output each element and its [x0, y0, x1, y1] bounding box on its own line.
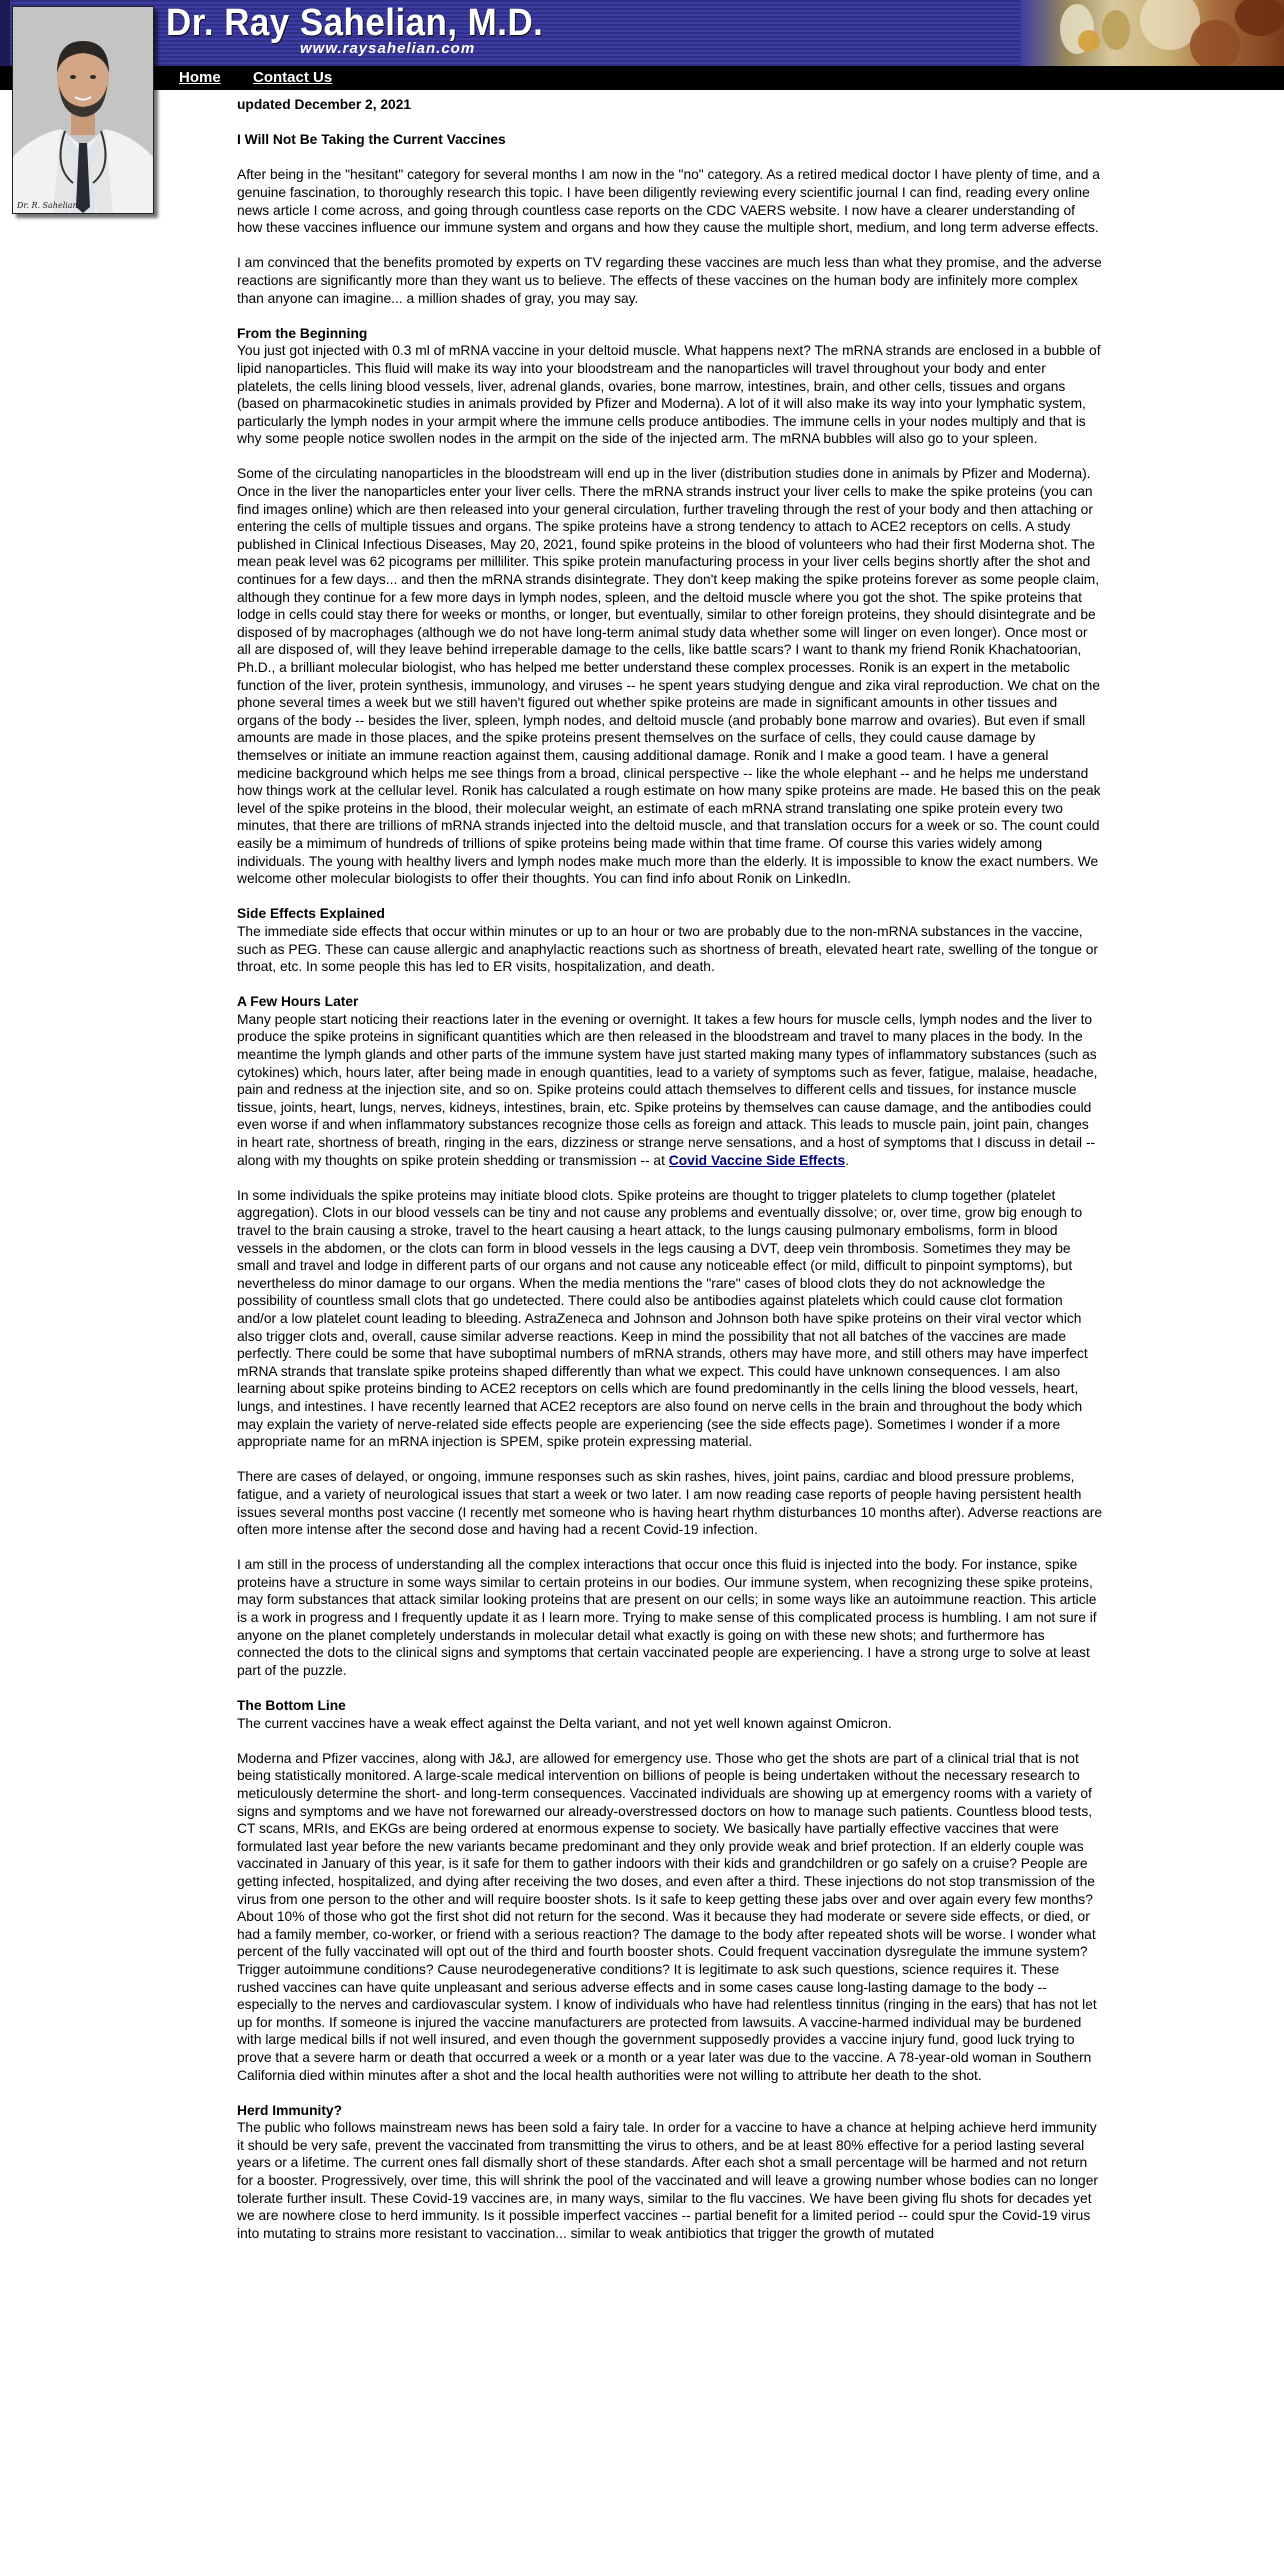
section-heading: A Few Hours Later [237, 994, 359, 1010]
portrait-photo [13, 7, 153, 213]
article-headline: I Will Not Be Taking the Current Vaccines [237, 132, 506, 148]
section-heading: The Bottom Line [237, 1698, 346, 1714]
body-paragraph: In some individuals the spike proteins may initiate blood clots. Spike proteins are thought to trigger platelets to clump together (platelet aggregation). Clots in our blood vessels can be tiny and not cause any problems and eventually dissolve; or, over time, grow big enough to travel to the brain causing a stroke, travel to the heart causing a heart attack, to the lungs causing pulmonary embolisms, form in blood vessels in the abdomen, or the clots can form in blood vessels in the legs causing a DVT, deep vein thrombosis. Sometimes they may be small and travel and lodge in different parts of our organs and not cause any noticeable effect (or mild, difficult to pinpoint symptoms), but nevertheless do minor damage to our organs. When the media mentions the "rare" cases of blood clots they do not acknowledge the possibility of countless small clots that go undetected. There could also be antibodies against platelets which could cause clot formation and/or a low platelet count leading to bleeding. AstraZeneca and Johnson and Johnson both have spike proteins on their viral vector which also trigger clots and, overall, cause similar adverse reactions. Keep in mind the possibility that not all batches of the vaccines are made perfectly. There could be some that have suboptimal numbers of mRNA strands, others may have more, and still others may have imperfect mRNA strands that translate spike proteins shaped differently than what we expect. This could have unknown consequences. I am also learning about spike proteins binding to ACE2 receptors on cells which are found predominantly in the cells lining the blood vessels, heart, lungs, and intestines. I have recently learned that ACE2 receptors are also found on nerve cells in the brain and throughout the body which may explain the variety of nerve-related side effects people are experiencing (see the side effects page). Sometimes I wonder if a more appropriate name for an mRNA injection is SPEM, spike protein expressing material. [237, 1187, 1088, 1450]
section-from-the-beginning [237, 325, 1103, 888]
site-url: www.raysahelian.com [300, 40, 476, 57]
body-paragraph: I am still in the process of understanding all the complex interactions that occur once this fluid is injected into the body. For instance, spike proteins have a structure in some ways similar to certain proteins in our bodies. Our immune system, when recognizing these spike proteins, may form substances that attack similar looking proteins that are present on our cells; in some ways like an autoimmune reaction. This article is a work in progress and I frequently update it as I learn more. Trying to make sense of this complicated process is humbling. I am not sure if anyone on the planet completely understands in molecular detail what exactly is going on with these new shots; and furthermore has connected the dots to the clinical signs and symptoms that certain vaccinated people are experiencing. I have a strong urge to solve at least part of the puzzle. [237, 1557, 1097, 1678]
body-paragraph: Moderna and Pfizer vaccines, along with J&J, are allowed for emergency use. Those who get the shots are part of a clinical trial that is not being statistically monitored. A large-scale medical intervention on billions of people is being undertaken without the necessary research to meticulously determine the short- and long-term consequences. Vaccinated individuals are showing up at emergency rooms with a variety of signs and symptoms and we have not forewarned our already-overstressed doctors on how to manage such patients. Countless blood tests, CT scans, MRIs, and EKGs are being ordered at enormous expense to society. We basically have partially effective vaccines that were formulated last year before the new variants became predominant and they only provide weak and brief protection. If an elderly couple was vaccinated in January of this year, is it safe for them to gather indoors with their kids and grandchildren or go safely on a cruise? People are getting infected, hospitalized, and dying after receiving the two doses, and even after a third. These injections do not stop transmission of the virus from one person to the other and will require booster shots. Is it safe to keep getting these jabs over and over again every few months? About 10% of those who got the first shot did not return for the second. Was it because they had moderate or severe side effects, or died, or had a family member, co-worker, or friend with a serious reaction? The damage to the body after repeated shots will be worse. I wonder what percent of the fully vaccinated will opt out of the third and fourth booster shots. Could frequent vaccination dysregulate the immune system? Trigger autoimmune conditions? Cause neurodegenerative conditions? It is legitimate to ask such questions, science requires it. These rushed vaccines can have quite unpleasant and serious adverse effects and in some cases cause long-lasting damage to the body -- especially to the nerves and cardiovascular system. I know of individuals who have had relentless tinnitus (ringing in the ears) that has not let up for months. If someone is injured the vaccine manufacturers are protected from lawsuits. A vaccine-harmed individual may be burdened with large medical bills if not well insured, and even though the government supposedly provides a vaccine injury fund, good luck trying to prove that a severe harm or death that occurred a week or a month or a year later was due to the vaccine. A 78-year-old woman in Southern California died within minutes after a shot and the local health authorities were not willing to attribute her death to the shot. [237, 1750, 1097, 2083]
updated-date: updated December 2, 2021 [237, 97, 412, 112]
article-body [237, 96, 1103, 2260]
body-paragraph: Some of the circulating nanoparticles in the bloodstream will end up in the liver (distribution studies done in animals by Pfizer and Moderna). Once in the liver the nanoparticles enter your liver cells. There the mRNA strands instruct your liver cells to make the spike proteins (you can find images online) which are then released into your general circulation, further traveling through the rest of your body and then attaching or entering the cells of multiple tissues and organs. The spike proteins have a strong tendency to attach to ACE2 receptors on cells. A study published in Clinical Infectious Diseases, May 20, 2021, found spike proteins in the blood of volunteers who had their first Moderna shot. The mean peak level was 62 picograms per milliliter. This spike protein manufacturing process in your liver cells begins shortly after the shot and continues for a few days... and then the mRNA strands disintegrate. They don't keep making the spike proteins forever as some people claim, although they continue for a few more days in lymph nodes, spleen, and the deltoid muscle where you got the shot. The spike proteins that lodge in cells could stay there for weeks or months, or longer, but eventually, similar to other foreign proteins, they should disintegrate and be disposed of by macrophages (although we do not have long-term animal study data whether some will linger on even longer). Once most or all are disposed of, will they leave behind irreperable damage to the cells, like battle scars? I want to thank my friend Ronik Khachatoorian, Ph.D., a brilliant molecular biologist, who has helped me better understand these complex processes. Ronik is an expert in the metabolic function of the liver, protein synthesis, immunology, and viruses -- he spent years studying dengue and zika viral reproduction. We chat on the phone several times a week but we still haven't figured out whether spike proteins are made in significant amounts in other tissues and organs of the body -- besides the liver, spleen, lymph nodes, and deltoid muscle (and probably bone marrow and ovaries). But even if small amounts are made in those places, and the spike proteins present themselves on the surface of cells, they could cause damage by themselves or initiate an immune reaction against them, causing additional damage. Ronik and I make a good team. I have a general medicine background which helps me see things from a broad, clinical perspective -- like the whole elephant -- and he helps me understand how things work at the cellular level. Ronik has calculated a rough estimate on how many spike proteins are made. He based this on the peak level of the spike proteins in the blood, their molecular weight, an estimate of each mRNA strand translating one spike protein every two minutes, that there are trillions of mRNA strands injected into the deltoid muscle, and that translation occurs for a week or so. The count could easily be a mimimum of hundreds of trillions of spike proteins being made within that time frame. Of course this varies widely among individuals. The young with healthy livers and lymph nodes make much more than the elderly. It is impossible to know the exact numbers. We welcome other molecular biologists to offer their thoughts. You can find info about Ronik on LinkedIn. [237, 466, 1101, 887]
body-paragraph: There are cases of delayed, or ongoing, immune responses such as skin rashes, hives, joint pains, cardiac and blood pressure problems, fatigue, and a variety of neurological issues that start a week or two later. I am now reading case reports of people having persistent health issues several months post vaccine (I recently met someone who is having heart rhythm disturbances 10 months after). Adverse reactions are often more intense after the second dose and having had a recent Covid-19 infection. [237, 1469, 1103, 1538]
body-paragraph: The public who follows mainstream news has been sold a fairy tale. In order for a vaccine to have a chance at helping achieve herd immunity it should be very safe, prevent the vaccinated from transmitting the virus to others, and be at least 80% effective for a period lasting several years or a lifetime. The current ones fall dismally short of these standards. After each shot a small percentage will be harmed and not return for a booster. Progressively, over time, this will shrink the pool of the vaccinated and will leave a growing number whose bodies can no longer tolerate further insult. These Covid-19 vaccines are, in many ways, similar to the flu vaccines. We have been giving flu shots for decades yet we are nowhere close to herd immunity. Is it possible imperfect vaccines -- partial benefit for a limited period -- could spur the Covid-19 virus into mutating to strains more resistant to vaccination... similar to weak antibiotics that trigger the growth of mutated [237, 2120, 1098, 2241]
site-title: Dr. Ray Sahelian, M.D. [166, 2, 544, 44]
body-paragraph: You just got injected with 0.3 ml of mRNA vaccine in your deltoid muscle. What happens next? The mRNA strands are enclosed in a bubble of lipid nanoparticles. This fluid will make its way into your bloodstream and the nanoparticles will travel throughout your body and enter platelets, the cells lining blood vessels, liver, adrenal glands, ovaries, bone marrow, intestines, brain, and other cells, tissues and organs (based on pharmacokinetic studies in animals provided by Pfizer and Moderna). A lot of it will also make its way into your lymphatic system, particularly the lymph nodes in your armpit where the immune cells produce antibodies. The immune cells in your nodes multiply and that is why some people notice swollen nodes in the armpit on the side of the injected arm. The mRNA bubbles will also go to your spleen. [237, 343, 1101, 447]
nav-contact-link[interactable]: Contact Us [253, 69, 333, 86]
section-heading: Herd Immunity? [237, 2102, 343, 2118]
section-heading: Side Effects Explained [237, 906, 385, 922]
portrait-signature: Dr. R. Sahelian [17, 201, 78, 210]
banner-edge [0, 0, 10, 66]
intro-paragraph: After being in the "hesitant" category for several months I am now in the "no" category. As a retired medical doctor I have plenty of time, and a genuine fascination, to thoroughly research this topic. I have been diligently reviewing every scientific journal I can find, reading every online news article I come across, and going through countless case reports on the CDC VAERS website. I now have a clearer understanding of how these vaccines influence our immune system and organs and how they cause the multiple short, medium, and long term adverse effects. [237, 167, 1100, 236]
section-herd-immunity [237, 2102, 1103, 2243]
section-heading: From the Beginning [237, 325, 368, 341]
nav-home-link[interactable]: Home [179, 69, 221, 86]
site-header-banner [0, 0, 1284, 66]
section-a-few-hours-later [237, 993, 1103, 1679]
intro-paragraph: I am convinced that the benefits promoted by experts on TV regarding these vaccines are much less than what they promise, and the adverse reactions are significantly more than they want us to believe. The effects of these vaccines on the human body are infinitely more complex than anyone can imagine... a million shades of gray, you may say. [237, 255, 1102, 306]
section-the-bottom-line [237, 1697, 1103, 2084]
body-paragraph-with-link: Many people start noticing their reactions later in the evening or overnight. It takes a few hours for muscle cells, lymph nodes and the liver to produce the spike proteins in significant quantities which are then released in the bloodstream and travel to many places in the body. In the meantime the lymph glands and other parts of the immune system have just started making many types of inflammatory substances (such as cytokines) which, hours later, after being made in enough quantities, lead to a variety of symptoms such as fever, fatigue, malaise, headache, pain and redness at the injection site, and so on. Spike proteins could attach themselves to different cells and tissues, for instance muscle tissue, joints, heart, lungs, nerves, kidneys, intestines, brain, etc. Spike proteins by themselves can cause damage, and the antibodies could even worse if and when inflammatory substances recognize those cells as foreign and attack. This leads to muscle pain, joint pain, changes in heart rate, shortness of breath, ringing in the ears, dizziness or strange nerve sensations, and a host of symptoms that I discuss in detail -- along with my thoughts on spike protein shedding or transmission -- at Covid Vaccine Side Effects. [237, 1011, 1098, 1168]
herbs-photo-image [1020, 0, 1284, 66]
body-paragraph-text: Many people start noticing their reactions later in the evening or overnight. It takes a few hours for muscle cells, lymph nodes and the liver to produce the spike proteins in significant quantities which are then released in the bloodstream and travel to many places in the body. In the meantime the lymph glands and other parts of the immune system have just started making many types of inflammatory substances (such as cytokines) which, hours later, after being made in enough quantities, lead to a variety of symptoms such as fever, fatigue, malaise, headache, pain and redness at the injection site, and so on. Spike proteins could attach themselves to different cells and tissues, for instance muscle tissue, joints, heart, lungs, nerves, kidneys, intestines, brain, etc. Spike proteins by themselves can cause damage, and the antibodies could even worse if and when inflammatory substances recognize those cells as foreign and attack. This leads to muscle pain, joint pain, changes in heart rate, shortness of breath, ringing in the ears, dizziness or strange nerve sensations, and a host of symptoms that I discuss in detail -- along with my thoughts on spike protein shedding or transmission -- at [237, 1011, 1098, 1168]
section-side-effects-explained [237, 905, 1103, 975]
body-paragraph: The immediate side effects that occur within minutes or up to an hour or two are probably due to the non-mRNA substances in the vaccine, such as PEG. These can cause allergic and anaphylactic reactions such as shortness of breath, elevated heart rate, swelling of the tongue or throat, etc. In some people this has led to ER visits, hospitalization, and death. [237, 923, 1099, 975]
author-portrait [12, 6, 154, 214]
covid-vaccine-side-effects-link[interactable]: Covid Vaccine Side Effects [668, 1152, 846, 1168]
body-paragraph: The current vaccines have a weak effect against the Delta variant, and not yet well known against Omicron. [237, 1715, 892, 1731]
nav-bar [0, 66, 1284, 90]
